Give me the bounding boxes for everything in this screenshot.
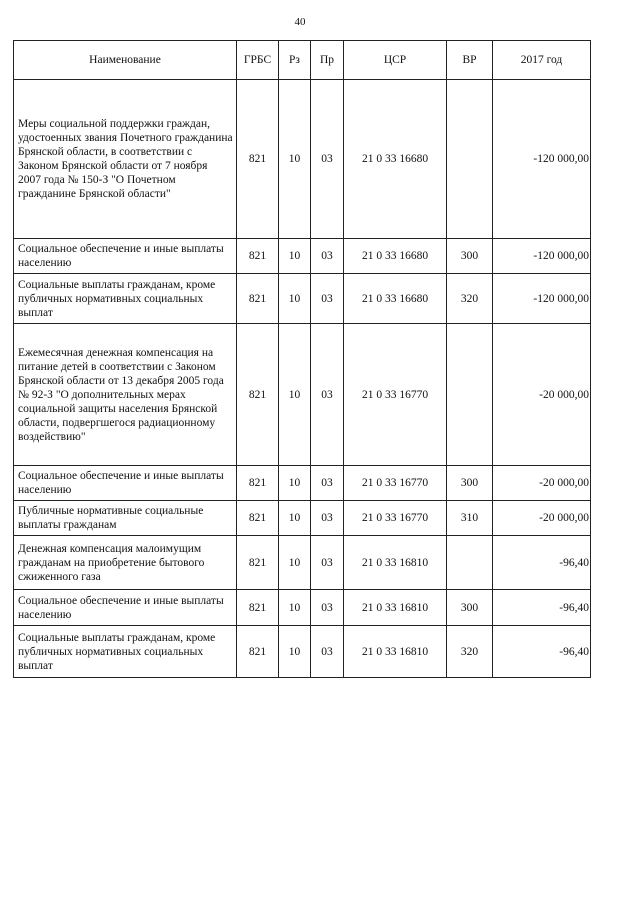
- table-row: [14, 466, 591, 501]
- cell-name: Социальные выплаты гражданам, кроме публичных нормативных социальных выплат: [14, 274, 237, 324]
- cell-amount: -96,40: [493, 626, 591, 678]
- table-row: [14, 590, 591, 626]
- cell-csr: 21 0 33 16680: [344, 239, 447, 274]
- cell-pr: 03: [311, 239, 344, 274]
- cell-csr: 21 0 33 16810: [344, 626, 447, 678]
- cell-grbs: 821: [237, 80, 279, 239]
- cell-csr: 21 0 33 16770: [344, 501, 447, 536]
- cell-grbs: 821: [237, 501, 279, 536]
- cell-vr: [447, 80, 493, 239]
- cell-pr: 03: [311, 466, 344, 501]
- header-row: [14, 41, 591, 80]
- table-body: [14, 80, 591, 678]
- cell-rz: 10: [279, 274, 311, 324]
- table-row: [14, 536, 591, 590]
- cell-rz: 10: [279, 239, 311, 274]
- cell-grbs: 821: [237, 536, 279, 590]
- cell-vr: [447, 324, 493, 466]
- cell-vr: 300: [447, 239, 493, 274]
- cell-amount: -120 000,00: [493, 239, 591, 274]
- cell-csr: 21 0 33 16680: [344, 80, 447, 239]
- cell-grbs: 821: [237, 274, 279, 324]
- table-row: [14, 80, 591, 239]
- header-pr: Пр: [311, 41, 344, 80]
- cell-vr: 300: [447, 466, 493, 501]
- table-row: [14, 274, 591, 324]
- cell-rz: 10: [279, 466, 311, 501]
- cell-vr: 310: [447, 501, 493, 536]
- cell-amount: -120 000,00: [493, 274, 591, 324]
- cell-name: Меры социальной поддержки граждан, удостоенных звания Почетного гражданина Брянской области, в соответствии с Законом Брянской области от 7 ноября 2007 года № 150-З "О Почетном гражданине Брянской области": [14, 80, 237, 239]
- cell-csr: 21 0 33 16810: [344, 536, 447, 590]
- cell-csr: 21 0 33 16680: [344, 274, 447, 324]
- cell-vr: 320: [447, 274, 493, 324]
- table-header: [14, 41, 591, 80]
- cell-amount: -20 000,00: [493, 501, 591, 536]
- cell-csr: 21 0 33 16770: [344, 324, 447, 466]
- cell-amount: -96,40: [493, 536, 591, 590]
- table-row: [14, 324, 591, 466]
- cell-csr: 21 0 33 16770: [344, 466, 447, 501]
- cell-amount: -20 000,00: [493, 324, 591, 466]
- cell-rz: 10: [279, 626, 311, 678]
- cell-amount: -120 000,00: [493, 80, 591, 239]
- cell-rz: 10: [279, 80, 311, 239]
- cell-name: Ежемесячная денежная компенсация на питание детей в соответствии с Законом Брянской области от 13 декабря 2005 года № 92-З "О дополнительных мерах социальной защиты населения Брянской области, подвергшегося радиационному воздействию": [14, 324, 237, 466]
- header-grbs: ГРБС: [237, 41, 279, 80]
- cell-pr: 03: [311, 590, 344, 626]
- table-row: [14, 239, 591, 274]
- cell-rz: 10: [279, 501, 311, 536]
- cell-vr: 320: [447, 626, 493, 678]
- header-year: 2017 год: [493, 41, 591, 80]
- cell-name: Публичные нормативные социальные выплаты гражданам: [14, 501, 237, 536]
- cell-grbs: 821: [237, 466, 279, 501]
- budget-table: [13, 40, 591, 678]
- cell-amount: -20 000,00: [493, 466, 591, 501]
- cell-name: Денежная компенсация малоимущим гражданам на приобретение бытового сжиженного газа: [14, 536, 237, 590]
- cell-amount: -96,40: [493, 590, 591, 626]
- cell-name: Социальное обеспечение и иные выплаты населению: [14, 466, 237, 501]
- cell-name: Социальное обеспечение и иные выплаты населению: [14, 239, 237, 274]
- cell-vr: [447, 536, 493, 590]
- cell-vr: 300: [447, 590, 493, 626]
- cell-pr: 03: [311, 536, 344, 590]
- cell-grbs: 821: [237, 324, 279, 466]
- header-rz: Рз: [279, 41, 311, 80]
- cell-name: Социальное обеспечение и иные выплаты населению: [14, 590, 237, 626]
- cell-pr: 03: [311, 274, 344, 324]
- page-number: 40: [294, 16, 306, 28]
- header-name: Наименование: [14, 41, 237, 80]
- cell-pr: 03: [311, 626, 344, 678]
- cell-grbs: 821: [237, 590, 279, 626]
- cell-pr: 03: [311, 501, 344, 536]
- cell-pr: 03: [311, 324, 344, 466]
- cell-pr: 03: [311, 80, 344, 239]
- cell-rz: 10: [279, 536, 311, 590]
- table-row: [14, 501, 591, 536]
- cell-csr: 21 0 33 16810: [344, 590, 447, 626]
- header-csr: ЦСР: [344, 41, 447, 80]
- cell-grbs: 821: [237, 239, 279, 274]
- table-row: [14, 626, 591, 678]
- cell-grbs: 821: [237, 626, 279, 678]
- cell-rz: 10: [279, 590, 311, 626]
- cell-name: Социальные выплаты гражданам, кроме публичных нормативных социальных выплат: [14, 626, 237, 678]
- header-vr: ВР: [447, 41, 493, 80]
- cell-rz: 10: [279, 324, 311, 466]
